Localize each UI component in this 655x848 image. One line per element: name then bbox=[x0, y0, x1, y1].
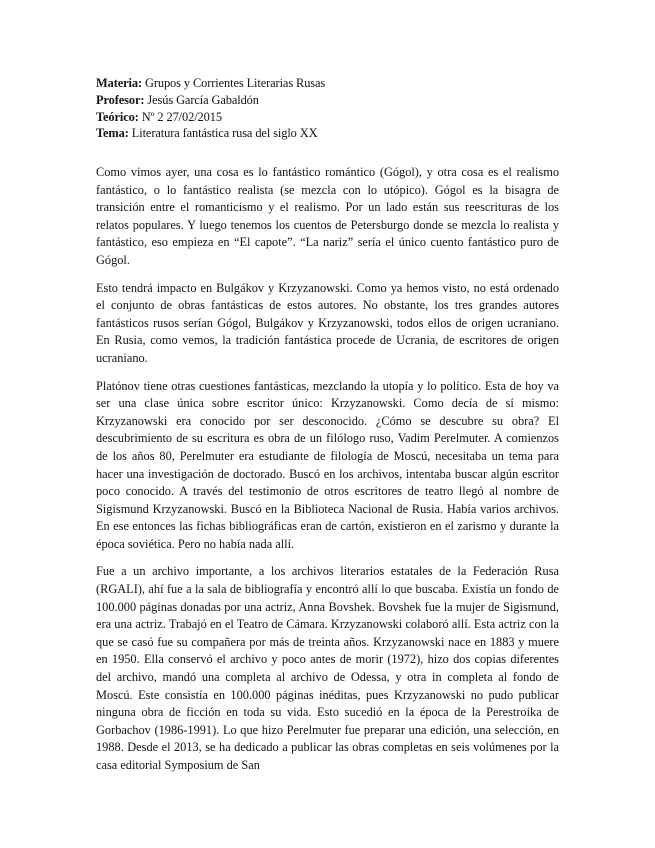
teorico-line bbox=[96, 109, 566, 126]
tema-line bbox=[96, 125, 566, 142]
profesor-line bbox=[96, 92, 566, 109]
tema-value: Literatura fantástica rusa del siglo XX bbox=[128, 126, 318, 141]
document-header bbox=[96, 75, 566, 142]
paragraph: Platónov tiene otras cuestiones fantásticas, mezclando la utopía y lo político. Esta de hoy va ser una clase única sobre escritor único: Krzyzanowski. Como decía de sí mismo: Krzyzanowski era conocido por ser desconocido. ¿Cómo se descubre su obra? El descubrimiento de su escritura es obra de un filólogo ruso, Vadim Perelmuter. A comienzos de los años 80, Perelmuter era estudiante de filología de Moscú, necesitaba un tema para hacer una investigación de doctorado. Buscó en los archivos, intentaba buscar algún escritor poco conocido. A través del testimonio de otros escritores de teatro llegó al nombre de Sigismund Krzyzanowski. Buscó en la Biblioteca Nacional de Rusia. Había varios archivos. En ese entonces las fichas bibliográficas eran de cartón, existieron en el zarismo y durante la época soviética. Pero no había nada allí. bbox=[96, 378, 559, 551]
document-body bbox=[96, 164, 559, 785]
teorico-label: Teórico: bbox=[96, 109, 139, 124]
paragraph: Como vimos ayer, una cosa es lo fantástico romántico (Gógol), y otra cosa es el realismo fantástico, o lo fantástico realista (se mezcla con lo utópico). Gógol es la bisagra de transición entre el romanticismo y el realismo. Por un lado están sus reescrituras de los relatos populares. Y luego tenemos los cuentos de Petersburgo donde se mezcla lo realista y fantástico, eso empieza en “El capote”. “La nariz” sería el único cuento fantástico puro de Gógol. bbox=[96, 165, 559, 267]
teorico-value: Nº 2 27/02/2015 bbox=[138, 109, 222, 124]
materia-value: Grupos y Corrientes Literarias Rusas bbox=[141, 76, 326, 90]
paragraph: Esto tendrá impacto en Bulgákov y Krzyzanowski. Como ya hemos visto, no está ordenado el conjunto de obras fantásticas de estos autores. No obstante, los tres grandes autores fantásticos rusos serían Gógol, Bulgákov y Krzyzanowski, todos ellos de origen ucraniano. En Rusia, como vemos, la tradición fantástica procede de Ucrania, de escritores de origen ucraniano. bbox=[96, 280, 559, 365]
materia-line bbox=[96, 75, 566, 92]
profesor-label: Profesor: bbox=[96, 92, 145, 107]
tema-label: Tema: bbox=[96, 126, 129, 141]
materia-label: Materia: bbox=[96, 76, 142, 90]
paragraph: Fue a un archivo importante, a los archivos literarios estatales de la Federación Rusa (RGALI), ahí fue a la sala de bibliografía y encontró allí lo que buscaba. Existía un fondo de 100.000 páginas donadas por una actriz, Anna Bovshek. Bovshek fue la mujer de Sigismund, era una actriz. Trabajó en el Teatro de Cámara. Krzyzanowski colaboró allí. Esta actriz con la que se casó fue su compañera por más de treinta años. Krzyzanowski nace en 1883 y muere en 1950. Ella conservó el archivo y poco antes de morir (1972), hizo dos copias diferentes del archivo, mandó una completa al archivo de Odessa, y otra in completa al fondo de Moscú. Este consistía en 100.000 páginas inéditas, pues Krzyzanowski no pudo publicar ninguna obra de ficción en toda su vida. Esto sucedió en la época de la Perestroika de Gorbachov (1986-1991). Lo que hizo Perelmuter fue preparar una edición, una selección, en 1988. Desde el 2013, se ha dedicado a publicar las obras completas en seis volúmenes por la casa editorial Symposium de San bbox=[96, 564, 559, 772]
profesor-value: Jesús García Gabaldón bbox=[144, 92, 259, 107]
